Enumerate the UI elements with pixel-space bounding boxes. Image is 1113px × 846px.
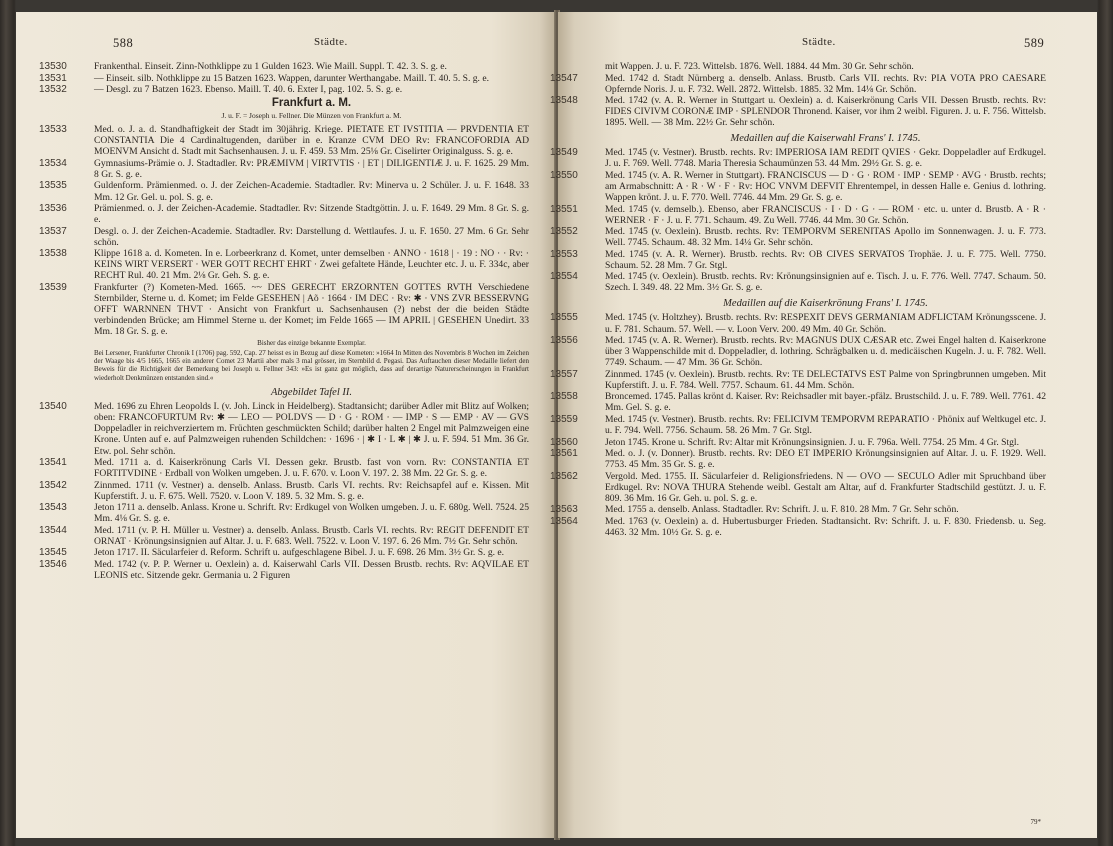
entry-number: 13540 xyxy=(39,401,67,413)
left-content xyxy=(39,61,529,582)
entry-number: 13534 xyxy=(39,157,67,169)
catalog-entry xyxy=(39,248,529,282)
entry-number: 13564 xyxy=(550,515,578,527)
catalog-entry xyxy=(550,504,1046,516)
entry-number: 13544 xyxy=(39,524,67,536)
catalog-entry xyxy=(550,169,1046,204)
entry-number: 13546 xyxy=(39,559,67,570)
left-page xyxy=(16,12,556,838)
entry-text: Vergold. Med. 1755. II. Säcularfeier d. Religionsfriedens. N — OVO — SECULO Adler mit Spruchband über Erdkugel. Rv: NOVA THURA Stehende weibl. Gestalt am Altar, auf d. Frankfurter Stadtschild gestützt. J. u. F. 809. 36 Mm. 16 Gr. Geh. u. pol. S. g. e. xyxy=(605,470,1046,504)
catalog-entry xyxy=(39,225,529,248)
entry-text: Med. 1742 d. Stadt Nürnberg a. denselb. Anlass. Brustb. Carls VII. rechts. Rv: PIA VOTA PRO CAESARE Opfernde Noris. J. u. F. 732. Well. 2872. Wittelsb. 1885. 32 Mm. 14⅛ Gr. Schön. xyxy=(605,72,1046,95)
entry-text: Med. 1745 (v. A. R. Werner in Stuttgart). FRANCISCUS — D · G · ROM · IMP · SEMP · AVG · Brustb. rechts; am Armabschnitt: A · R · W · F · Rv: HOC VNVM DEFVIT Ehrentempel, in dessen Halle e. Genius d. lothring. Wappen krönt. J. u. F. 770. Well. 7746. 44 Mm. 29 Gr. S. g. e. xyxy=(605,169,1046,204)
entry-text: Med. o. J. a. d. Standhaftigkeit der Stadt im 30jährig. Kriege. PIETATE ET IVSTITIA — PRVDENTIA ET CONSTANTIA Die 4 Cardinaltugenden, darüber in e. Kranze CVM DEO Rv: FRANCOFORDIA AD MOENVM Ansicht d. Stadt mit Sachsenhausen. J. u. F. 459. 53 Mm. 25⅛ Gr. Ciselirter Originalguss. S. g. e. xyxy=(94,124,529,158)
comet-footnote: Bei Lersener, Frankfurter Chronik I (1706) pag. 592, Cap. 27 heisst es in Bezug auf diese Kometen: »1664 In Mitten des Novembris 8 Wochen im Zeichen der Waage bis 4/5 1665, 1665 ein anderer Comet 23 Martii aber mals 3 mal grösser, im Sternbild d. Pegasi. Das Auftauchen dieser Medaille liefert den Beweis für die Richtigkeit der Bemerkung bei Joseph u. Fellner 343: »Es ist ganz gut möglich, dass auf derartige Naturerscheinungen in Frankfurt wiederholt Denkmünzen entstanden sind.« xyxy=(94,348,529,382)
entry-text: Broncemed. 1745. Pallas krönt d. Kaiser. Rv: Reichsadler mit bayer.-pfälz. Brustschild. J. u. F. 789. Well. 7761. 42 Mm. Gel. S. g. e. xyxy=(605,391,1046,414)
catalog-entry xyxy=(39,502,529,525)
entry-text: Jeton 1745. Krone u. Schrift. Rv: Altar mit Krönungsinsignien. J. u. F. 796a. Well. 7754. 25 Mm. 4 Gr. Stgl. xyxy=(605,436,1020,448)
entry-text: Med. 1745 (v. Vestner). Brustb. rechts. Rv: IMPERIOSA IAM REDIT QVIES · Gekr. Doppeladler auf Erdkugel. J. u. F. 769. Well. 7748. Maria Theresia Schaumünzen 53. 44 Mm. 29½ Gr. S. g. e. xyxy=(605,147,1046,170)
entry-number: 13530 xyxy=(39,61,67,72)
entry-number: 13559 xyxy=(550,413,578,425)
catalog-entry xyxy=(550,72,1046,95)
catalog-entry xyxy=(550,335,1046,369)
entry-number: 13562 xyxy=(550,470,578,482)
catalog-entry xyxy=(39,547,529,559)
catalog-entry xyxy=(550,436,1046,448)
entry-number: 13543 xyxy=(39,502,67,514)
catalog-entry xyxy=(39,281,529,338)
left-page-number: 588 xyxy=(113,36,134,50)
catalog-entry xyxy=(550,203,1046,226)
entry-text: Med. 1696 zu Ehren Leopolds I. (v. Joh. Linck in Heidelberg). Stadtansicht; darüber Adler mit Blitz auf Wolken; oben: FRANCOFURTUM Rv: ✱ — LEO — POLDVS — D · G · ROM · — IMP · S — EMP · AV — GVS Doppeladler in reichverziertem m. Früchten geschmückten Schild; darüber halten 2 Engel mit Palmzweigen eine Krone. Unten auf e. auf Palmzweigen ruhenden Schildchen: · 1696 · | ✱ I · L ✱ | ✱ J. u. F. 594. 51 Mm. 36 Gr. Etw. pol. Sehr schön. xyxy=(94,401,529,457)
left-entries-main xyxy=(39,124,529,338)
right-entries-before xyxy=(550,61,1046,129)
entry-text: Med. 1745 (v. Oexlein). Brustb. rechts. Rv: Krönungsinsignien auf e. Tisch. J. u. F. 776. Well. 7747. Schaum. 50. Szech. I. 349. 48. 22 Mm. 3½ Gr. S. g. e. xyxy=(605,271,1046,294)
entry-number: 13531 xyxy=(39,72,67,84)
entry-text: — Einseit. silb. Nothklippe zu 15 Batzen 1623. Wappen, darunter Werthangabe. Maill. T. 40. 5. S. g. e. xyxy=(94,72,490,84)
catalog-entry xyxy=(39,479,529,502)
catalog-entry xyxy=(39,84,529,96)
catalog-entry xyxy=(550,470,1046,504)
entry-text: Med. 1745 (v. demselb.). Ebenso, aber FRANCISCUS · I · D · G · — ROM · etc. u. unter d. Brustb. A · R · WERNER · F · J. u. F. 771. Schaum. 49. Zu Well. 7746. 44 Mm. 30 Gr. Schön. xyxy=(605,203,1046,226)
entry-number: 13537 xyxy=(39,225,67,237)
entry-text: Gymnasiums-Prämie o. J. Stadtadler. Rv: PRÆMIVM | VIRTVTIS · | ET | DILIGENTIÆ J. u. F. 1625. 29 Mm. 8 Gr. S. g. e. xyxy=(94,157,529,180)
entry-number: 13563 xyxy=(550,504,578,516)
entry-text: Desgl. o. J. der Zeichen-Academie. Stadtadler. Rv: Darstellung d. Wettlaufes. J. u. F. 1650. 27 Mm. 6 Gr. Sehr schön. xyxy=(94,225,529,248)
entry-number: 13532 xyxy=(39,84,67,96)
entry-number: 13538 xyxy=(39,248,67,260)
entry-text: Med. o. J. (v. Donner). Brustb. rechts. Rv: DEO ET IMPERIO Krönungsinsignien auf Altar. J. u. F. 1929. Well. 7753. 45 Mm. 35 Gr. S. g. e. xyxy=(605,448,1046,471)
entry-text: Med. 1745 (v. A. R. Werner). Brustb. rechts. Rv: OB CIVES SERVATOS Trophäe. J. u. F. 775. Well. 7750. Schaum. 52. 28 Mm. 7 Gr. Stgl. xyxy=(605,248,1046,271)
entry-text: Med. 1742 (v. P. P. Werner u. Oexlein) a. d. Kaiserwahl Carls VII. Dessen Brustb. rechts. Rv: AQVILAE ET LEONIS etc. Sitzende gekr. Germania u. 2 Figuren xyxy=(94,559,529,582)
catalog-entry xyxy=(39,61,529,72)
entry-text: Frankfurter (?) Kometen-Med. 1665. ~~ DES GERECHT ERZORNTEN GOTTES RVTH Verschiedene Sternbilder, Sterne u. d. Komet; im Felde GESEHEN | Aõ · 1664 · IM DEC · Rv: ✱ · VNS ZVR BESSERVNG OFFT WARNNEN THVT · Ansicht von Frankfurt u. Sachsenhausen (?) nebst der die beiden Städte verbindenden Brücke; am Himmel Sterne u. der Komet; im Felde 1665 — IM APRIL | GESEHEN Unedirt. 33 Mm. 18 Gr. S. g. e. xyxy=(94,281,529,338)
right-page xyxy=(550,12,1097,838)
unique-specimen-note: Bisher das einzige bekannte Exemplar. xyxy=(257,338,366,347)
entry-text: mit Wappen. J. u. F. 723. Wittelsb. 1876. Well. 1884. 44 Mm. 30 Gr. Sehr schön. xyxy=(605,61,914,72)
entry-text: Med. 1711 (v. P. H. Müller u. Vestner) a. denselb. Anlass. Brustb. Carls VI. rechts. Rv: REGIT DEFENDIT ET ORNAT · Krönungsinsignien auf Altar. J. u. F. 683. Well. 7522. v. Loon V. 197. 6. 26 Mm. 7½ Gr. Sehr schön. xyxy=(94,524,529,547)
catalog-entry xyxy=(39,401,529,457)
entry-text: Med. 1745 (v. Holtzhey). Brustb. rechts. Rv: RESPEXIT DEVS GERMANIAM ADFLICTAM Krönungsscene. J. u. F. 781. Schaum. 57. Well. — v. Loon Verv. 200. 49 Mm. 40 Gr. Schön. xyxy=(605,312,1046,335)
entry-text: Med. 1745 (v. A. R. Werner). Brustb. rechts. Rv: MAGNUS DUX CÆSAR etc. Zwei Engel halten d. Kaiserkrone über 3 Wappenschilde mit d. Doppeladler, d. lothring. Schrägbalken u. d. medicäischen Kugeln. J. u. F. 782. Well. 7749. Schaum. — 47 Mm. 36 Gr. Schön. xyxy=(605,335,1046,369)
entry-text: Med. 1742 (v. A. R. Werner in Stuttgart u. Oexlein) a. d. Kaiserkrönung Carls VII. Dessen Brustb. rechts. Rv: FIDES CIVIVM CORONÆ IMP · SPLENDOR Thronend. Kaiser, vor ihm 2 weibl. Figuren. J. u. F. 756. Wittelsb. 1895. Well. — 38 Mm. 22½ Gr. Sehr schön. xyxy=(605,95,1046,129)
entry-number: 13558 xyxy=(550,391,578,403)
entry-number: 13561 xyxy=(550,448,578,460)
entry-number: 13542 xyxy=(39,479,67,491)
catalog-entry xyxy=(39,457,529,480)
right-entries-mid xyxy=(550,147,1046,294)
entry-number: 13556 xyxy=(550,335,578,347)
catalog-entry xyxy=(550,448,1046,471)
entry-text: Med. 1755 a. denselb. Anlass. Stadtadler. Rv: Schrift. J. u. F. 810. 28 Mm. 7 Gr. Sehr schön. xyxy=(605,504,959,516)
entry-number: 13552 xyxy=(550,226,578,238)
section-title-frankfurt: Frankfurt a. M. xyxy=(271,97,352,110)
entry-number: 13533 xyxy=(39,124,67,136)
entry-text: Frankenthal. Einseit. Zinn-Nothklippe zu 1 Gulden 1623. Wie Maill. Suppl. T. 42. 3. S. g. e. xyxy=(94,61,447,72)
catalog-entry xyxy=(39,559,529,582)
entry-text: — Desgl. zu 7 Batzen 1623. Ebenso. Maill. T. 40. 6. Exter I, pag. 102. 5. S. g. e. xyxy=(94,84,403,96)
left-entries-before xyxy=(39,61,529,96)
right-page-number: 589 xyxy=(1024,36,1045,50)
catalog-entry xyxy=(39,524,529,547)
catalog-entry xyxy=(550,248,1046,271)
catalog-entry xyxy=(605,61,1046,72)
catalog-entry xyxy=(39,157,529,180)
catalog-entry xyxy=(550,147,1046,170)
entry-number: 13548 xyxy=(550,95,578,107)
entry-text: Jeton 1717. II. Säcularfeier d. Reform. Schrift u. aufgeschlagene Bibel. J. u. F. 698. 26 Mm. 3½ Gr. S. g. e. xyxy=(94,547,505,559)
catalog-entry xyxy=(550,413,1046,436)
signature-mark: 79* xyxy=(1030,818,1041,826)
catalog-entry xyxy=(550,391,1046,414)
entry-number: 13539 xyxy=(39,281,67,293)
right-entries-after xyxy=(550,312,1046,538)
right-content xyxy=(550,61,1046,538)
entry-number: 13536 xyxy=(39,203,67,215)
entry-text: Med. 1711 a. d. Kaiserkrönung Carls VI. Dessen gekr. Brustb. fast von vorn. Rv: CONSTANTIA ET FORTITVDINE · Erdball von Wolken umgeben. J. u. F. 670. v. Loon V. 197. 2. 38 Mm. 22 Gr. S. g. e. xyxy=(94,457,529,480)
entry-number: 13550 xyxy=(550,169,578,181)
entry-number: 13541 xyxy=(39,457,67,469)
plate-caption: Abgebildet Tafel II. xyxy=(271,387,352,399)
catalog-entry xyxy=(39,72,529,84)
entry-text: Med. 1745 (v. Oexlein). Brustb. rechts. Rv: TEMPORVM SERENITAS Apollo im Sonnenwagen. J. u. F. 773. Well. 7745. Schaum. 48. 32 Mm. 14¼ Gr. Sehr schön. xyxy=(605,226,1046,249)
entry-text: Klippe 1618 a. d. Kometen. In e. Lorbeerkranz d. Komet, unter demselben · ANNO · 1618 | · 19 : NO · · Rv: · KEINS WIRT VERSERT · WER GOTT RECHT EHRT · Zwei gefaltete Hände, Leuchter etc. J. u. F. 334c, aber RECHT Rul. 40. 21 Mm. 2⅛ Gr. Geh. S. g. e. xyxy=(94,248,529,282)
catalog-entry xyxy=(550,515,1046,538)
entry-number: 13551 xyxy=(550,203,578,215)
entry-number: 13557 xyxy=(550,368,578,380)
entry-text: Guldenform. Prämienmed. o. J. der Zeichen-Academie. Stadtadler. Rv: Minerva u. 2 Schüler. J. u. F. 1648. 33 Mm. 12 Gr. Gel. u. pol. S. g. e. xyxy=(94,180,529,203)
section-head-kaiserwahl: Medaillen auf die Kaiserwahl Frans' I. 1745. xyxy=(730,133,921,145)
entry-text: Prämienmed. o. J. der Zeichen-Academie. Stadtadler. Rv: Sitzende Stadtgöttin. J. u. F. 1649. 29 Mm. 8 Gr. S. g. e. xyxy=(94,203,529,226)
entry-text: Med. 1745 (v. Vestner). Brustb. rechts. Rv: FELICIVM TEMPORVM REPARATIO · Phönix auf Weltkugel etc. J. u. F. 794. Well. 7756. Schaum. 58. 26 Mm. 7 Gr. Stgl. xyxy=(605,413,1046,436)
catalog-entry xyxy=(550,226,1046,249)
entry-text: Jeton 1711 a. denselb. Anlass. Krone u. Schrift. Rv: Erdkugel von Wolken umgeben. J. u. F. 680g. Well. 7524. 25 Mm. 4⅛ Gr. S. g. e. xyxy=(94,502,529,525)
catalog-entry xyxy=(39,180,529,203)
catalog-entry xyxy=(550,271,1046,294)
entry-text: Med. 1763 (v. Oexlein) a. d. Hubertusburger Frieden. Stadtansicht. Rv: Schrift. J. u. F. 830. Friedensb. u. Seg. 4463. 32 Mm. 10½ Gr. S. g. e. xyxy=(605,515,1046,538)
entry-number: 13555 xyxy=(550,312,578,324)
catalog-entry xyxy=(39,124,529,158)
entry-number: 13560 xyxy=(550,436,578,448)
entry-number: 13554 xyxy=(550,271,578,283)
left-running-head: Städte. xyxy=(314,36,348,48)
entry-text: Zinnmed. 1711 (v. Vestner) a. denselb. Anlass. Brustb. Carls VI. rechts. Rv: Reichsapfel auf e. Kissen. Mit Kupferstift. J. u. F. 675. Well. 7520. v. Loon V. 189. 5. 32 Mm. S. g. e. xyxy=(94,479,529,502)
section-abbreviation-note: J. u. F. = Joseph u. Fellner. Die Münzen von Frankfurt a. M. xyxy=(221,111,402,121)
right-running-head: Städte. xyxy=(802,36,836,48)
catalog-entry xyxy=(550,312,1046,335)
left-entries-after xyxy=(39,401,529,582)
entry-number: 13549 xyxy=(550,147,578,159)
entry-number: 13547 xyxy=(550,72,578,84)
entry-number: 13553 xyxy=(550,248,578,260)
entry-text: Zinnmed. 1745 (v. Oexlein). Brustb. rechts. Rv: TE DELECTATVS EST Palme von Springbrunnen umgeben. Mit Kupferstift. J. u. F. 784. Well. 7757. Schaum. 61. 44 Mm. Schön. xyxy=(605,368,1046,391)
catalog-entry xyxy=(39,203,529,226)
catalog-entry xyxy=(550,95,1046,129)
entry-number: 13535 xyxy=(39,180,67,192)
catalog-entry xyxy=(550,368,1046,391)
section-head-kaiserkroenung: Medaillen auf die Kaiserkrönung Frans' I. 1745. xyxy=(723,298,928,310)
entry-number: 13545 xyxy=(39,547,67,559)
